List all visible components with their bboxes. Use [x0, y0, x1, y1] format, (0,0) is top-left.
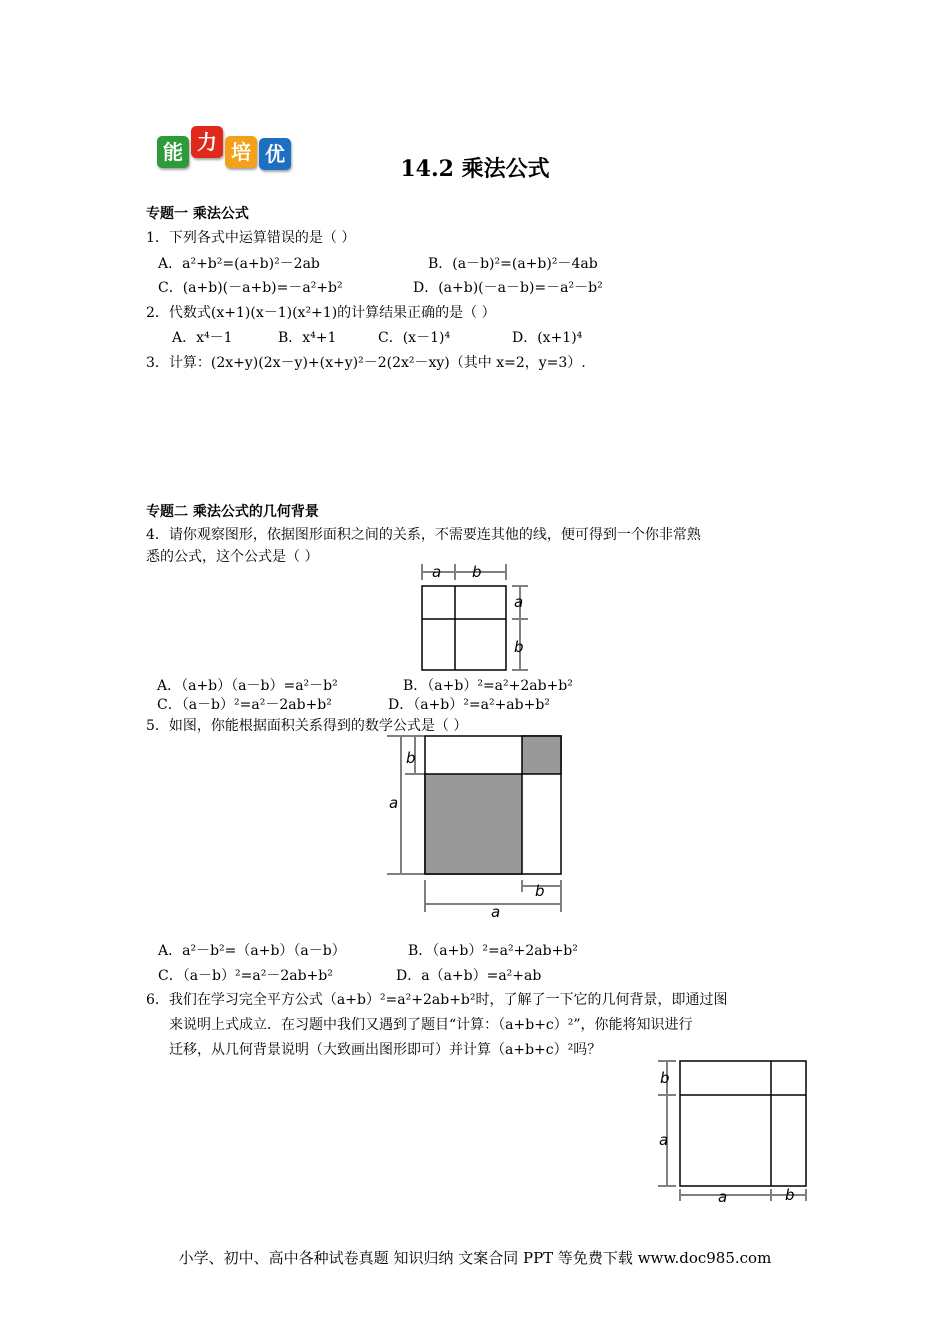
q5-label-a-bottom: a: [491, 903, 501, 921]
q2-option-d: D．(x+1)⁴: [512, 330, 583, 346]
q5-option-b: B．（a+b）²=a²+2ab+b²: [408, 943, 578, 959]
q2-option-c: C．(x－1)⁴: [378, 330, 451, 346]
q6-outer-square: [680, 1061, 806, 1186]
q6-line2: 来说明上式成立．在习题中我们又遇到了题目“计算：（a+b+c）²”，你能将知识进行: [169, 1017, 693, 1033]
q4-label-a-right: a: [514, 593, 524, 611]
q4-option-d: D．（a+b）²=a²+ab+b²: [388, 697, 550, 713]
q6-label-b-left: b: [660, 1069, 670, 1087]
q5-option-c: C．（a－b）²=a²－2ab+b²: [158, 968, 333, 984]
q4-label-b-top: b: [472, 563, 482, 581]
q3-stem: 3．计算：(2x+y)(2x－y)+(x+y)²－2(2x²－xy)（其中 x=2，y=3）.: [146, 355, 586, 371]
logo-char-2: 力: [191, 126, 223, 158]
logo-char-4: 优: [259, 138, 291, 170]
q4-label-b-right: b: [514, 638, 524, 656]
q5-label-b-bottom: b: [535, 882, 545, 900]
q2-option-a: A．x⁴－1: [172, 330, 233, 346]
q4-outer-square: [422, 586, 506, 670]
q4-option-a: A．（a+b）（a－b）=a²－b²: [157, 678, 338, 694]
q5-label-b-left: b: [406, 749, 416, 767]
q4-stem-line1: 4．请你观察图形，依据图形面积之间的关系，不需要连其他的线，便可得到一个你非常熟: [146, 527, 701, 543]
q2-stem: 2．代数式(x+1)(x－1)(x²+1)的计算结果正确的是（ ）: [146, 305, 496, 321]
page-title: 14.2 乘法公式: [400, 156, 550, 182]
q5-large-shaded-square: [425, 774, 522, 874]
q5-option-d: D．a（a+b）=a²+ab: [396, 968, 542, 984]
q1-option-c: C．(a+b)(－a+b)=－a²+b²: [158, 280, 343, 296]
q6-figure: [650, 1055, 815, 1205]
q5-option-a: A．a²－b²=（a+b）（a－b）: [158, 943, 346, 959]
section-heading-1: 专题一 乘法公式: [146, 206, 249, 222]
q6-line1: 6．我们在学习完全平方公式（a+b）²=a²+2ab+b²时，了解了一下它的几何背景，即通过图: [146, 992, 728, 1008]
q6-line3: 迁移，从几何背景说明（大致画出图形即可）并计算（a+b+c）²吗？: [169, 1042, 602, 1058]
q5-stem: 5．如图，你能根据面积关系得到的数学公式是（ ）: [146, 718, 468, 734]
logo-char-3: 培: [225, 136, 257, 168]
q6-label-a-bottom: a: [718, 1188, 728, 1206]
logo-char-1: 能: [157, 136, 189, 168]
q4-figure: [410, 560, 540, 680]
q1-option-d: D．(a+b)(－a－b)=－a²－b²: [413, 280, 603, 296]
q1-option-a: A．a²+b²=(a+b)²－2ab: [158, 256, 320, 272]
q6-label-b-bottom: b: [785, 1186, 795, 1204]
q1-stem: 1．下列各式中运算错误的是（ ）: [146, 230, 356, 246]
q4-label-a-top: a: [432, 563, 442, 581]
section-heading-2: 专题二 乘法公式的几何背景: [146, 504, 319, 520]
q5-label-a-left: a: [389, 794, 399, 812]
footer: 小学、初中、高中各种试卷真题 知识归纳 文案合同 PPT 等免费下载 www.doc985.com: [178, 1249, 772, 1267]
q1-option-b: B．(a－b)²=(a+b)²－4ab: [428, 256, 598, 272]
q6-label-a-left: a: [659, 1131, 669, 1149]
q5-small-shaded-square: [522, 736, 561, 774]
q2-option-b: B．x⁴+1: [278, 330, 337, 346]
q4-option-b: B．（a+b）²=a²+2ab+b²: [403, 678, 573, 694]
q4-stem-line2: 悉的公式，这个公式是（ ）: [146, 549, 319, 565]
q4-option-c: C．（a－b）²=a²－2ab+b²: [157, 697, 332, 713]
q5-figure: [385, 730, 570, 920]
